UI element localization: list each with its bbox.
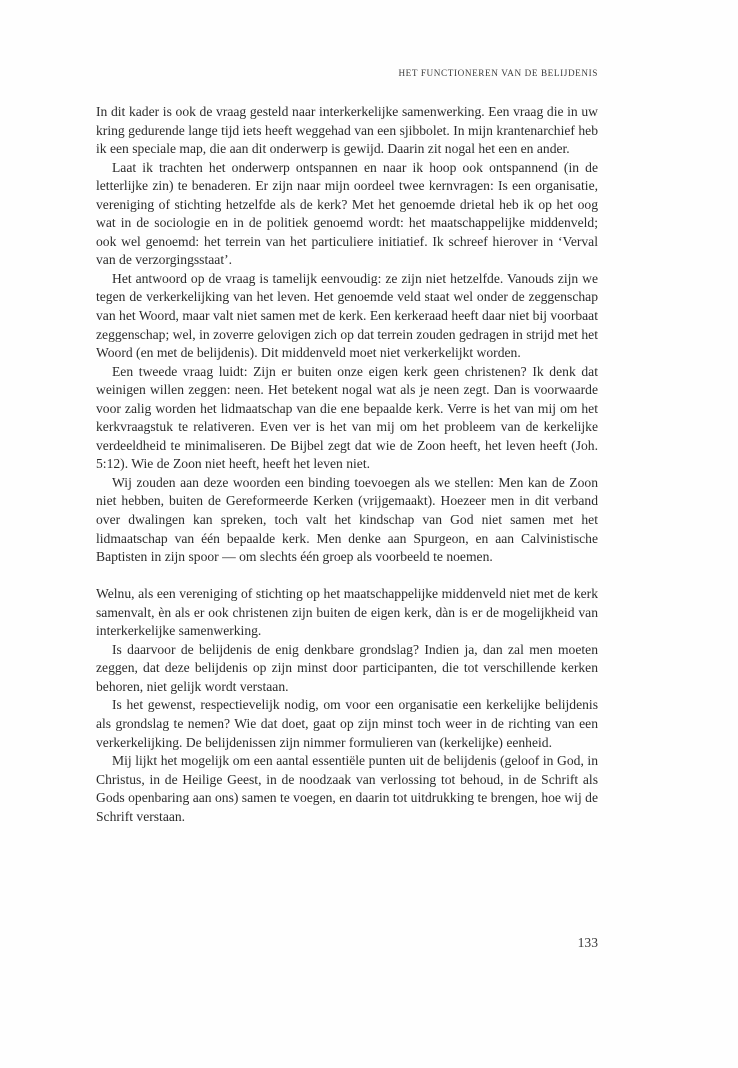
paragraph: Is het gewenst, respectievelijk nodig, om voor een organisatie een kerkelijke belijdenis als grondslag te nemen? Wie dat doet, gaat op zijn minst toch weer in de richting van een verkerkelijking. De belijdenissen zijn nimmer formulieren van (kerkelijke) eenheid.	[96, 697, 598, 750]
body-text	[96, 103, 598, 826]
paragraph: Mij lijkt het mogelijk om een aantal essentiële punten uit de belijdenis (geloof in God, in Christus, in de Heilige Geest, in de noodzaak van verlossing tot behoud, in de Schrift als Gods openbaring aan ons) samen te voegen, en daarin tot uitdrukking te brengen, hoe wij de Schrift verstaan.	[96, 753, 598, 824]
page-number: 133	[577, 935, 598, 950]
paragraph: Het antwoord op de vraag is tamelijk eenvoudig: ze zijn niet hetzelfde. Vanouds zijn we tegen de verkerkelijking van het leven. Het genoemde veld staat wel onder de zeggenschap van het Woord, maar valt niet samen met de kerk. Een kerkeraad heeft daar niet bij voorbaat zeggenschap; wel, in zoverre gelovigen zich op dat terrein zouden gedragen in strijd met het Woord (en met de belijdenis). Dit middenveld moet niet verkerkelijkt worden.	[96, 270, 598, 361]
paragraph: Wij zouden aan deze woorden een binding toevoegen als we stellen: Men kan de Zoon niet hebben, buiten de Gereformeerde Kerken (vrijgemaakt). Hoezeer men in dit verband over dwalingen kan spreken, toch valt het kindschap van God niet samen met het lidmaatschap van één bepaalde kerk. Men denke aan Spurgeon, en aan Calvinistische Baptisten in zijn spoor — om slechts één groep als voorbeeld te noemen.	[96, 474, 598, 565]
paragraph: Is daarvoor de belijdenis de enig denkbare grondslag? Indien ja, dan zal men moeten zeggen, dat deze belijdenis op zijn minst door participanten, die tot verschillende kerken behoren, niet gelijk wordt verstaan.	[96, 641, 598, 694]
running-head: HET FUNCTIONEREN VAN DE BELIJDENIS	[398, 68, 598, 78]
paragraph: Laat ik trachten het onderwerp ontspannen en naar ik hoop ook ontspannend (in de letterlijke zin) te benaderen. Er zijn naar mijn oordeel twee kernvragen: Is een organisatie, vereniging of stichting hetzelfde als de kerk? Met het genoemde drietal heb ik op het oog wat in de sociologie en in de politiek genoemd wordt: het maatschappelijke middenveld; ook wel genoemd: het terrein van het particuliere initiatief. Ik schreef hierover in ‘Verval van de verzorgingsstaat’.	[96, 159, 598, 268]
paragraph: Welnu, als een vereniging of stichting op het maatschappelijke middenveld niet met de kerk samenvalt, èn als er ook christenen zijn buiten de eigen kerk, dàn is er de mogelijkheid van interkerkelijke samenwerking.	[96, 586, 598, 639]
paragraph: In dit kader is ook de vraag gesteld naar interkerkelijke samenwerking. Een vraag die in uw kring gedurende lange tijd iets heeft weggehad van een sjibbolet. In mijn krantenarchief heb ik een speciale map, die aan dit onderwerp is gewijd. Daarin zit nogal het een en ander.	[96, 104, 598, 157]
paragraph: Een tweede vraag luidt: Zijn er buiten onze eigen kerk geen christenen? Ik denk dat weinigen willen zeggen: neen. Het betekent nogal wat als je neen zegt. Dan is voorwaarde voor zalig worden het lidmaatschap van die ene bepaalde kerk. Verre is het van mij om het kerkvraagstuk te relativeren. Even ver is het van mij om het probleem van de kerkelijke verdeeldheid te minimaliseren. De Bijbel zegt dat wie de Zoon heeft, het leven heeft (Joh. 5:12). Wie de Zoon niet heeft, heeft het leven niet.	[96, 363, 598, 472]
